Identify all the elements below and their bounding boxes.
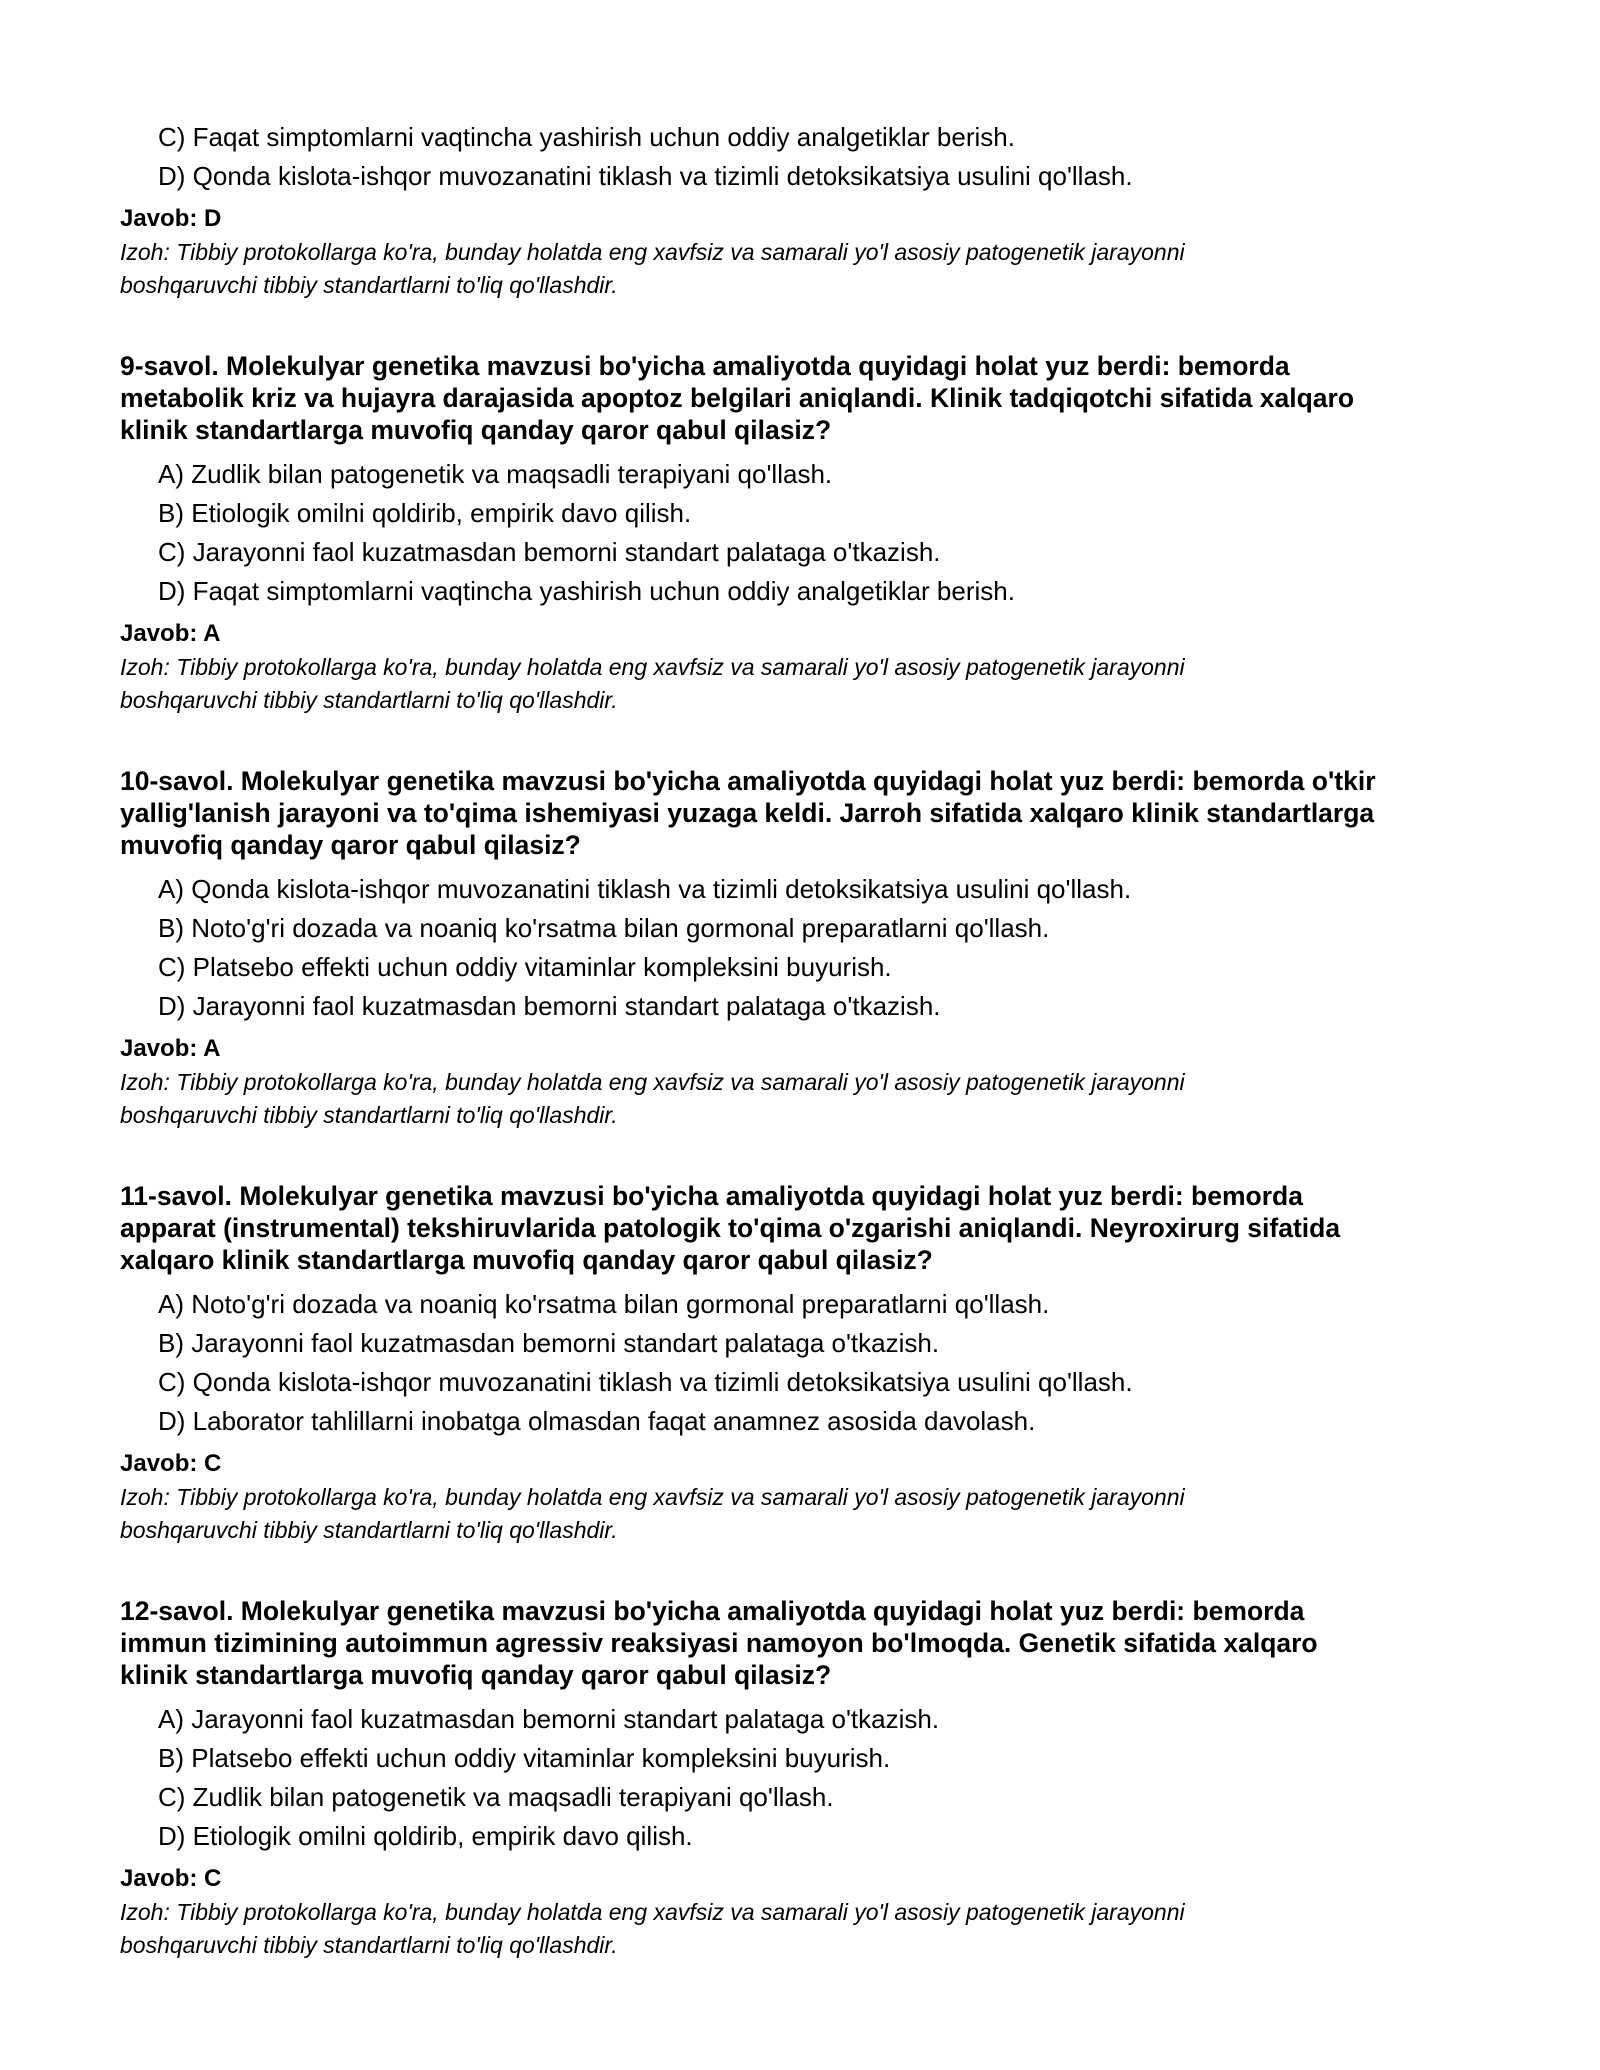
question-line: klinik standartlarga muvofiq qanday qaror qabul qilasiz? [120,1660,832,1690]
question-line: yallig'lanish jarayoni va to'qima ishemiyasi yuzaga keldi. Jarroh sifatida xalqaro klinik standartlarga [120,798,1375,828]
question-block-10 [120,765,1500,1132]
option-d: D) Qonda kislota-ishqor muvozanatini tiklash va tizimli detoksikatsiya usulini qo'llash. [158,161,1133,191]
option-c: C) Faqat simptomlarni vaqtincha yashirish uchun oddiy analgetiklar berish. [158,122,1015,152]
explanation-note [120,1066,1500,1132]
question-block-12 [120,1595,1500,1962]
question-line: immun tizimining autoimmun agressiv reaksiyasi namoyon bo'lmoqda. Genetik sifatida xalqaro [120,1628,1318,1658]
note-line: Izoh: Tibbiy protokollarga ko'ra, bunday holatda eng xavfsiz va samarali yo'l asosiy patogenetik jarayonni [120,1484,1185,1510]
option-c: C) Qonda kislota-ishqor muvozanatini tiklash va tizimli detoksikatsiya usulini qo'llash. [158,1367,1133,1397]
answer-label: Javob: A [120,1035,221,1062]
question-line: muvofiq qanday qaror qabul qilasiz? [120,830,581,860]
question-text [120,765,1500,861]
note-line: Izoh: Tibbiy protokollarga ko'ra, bunday holatda eng xavfsiz va samarali yo'l asosiy patogenetik jarayonni [120,1069,1185,1095]
question-text [120,1595,1500,1691]
question-line: apparat (instrumental) tekshiruvlarida patologik to'qima o'zgarishi aniqlandi. Neyroxirurg sifatida [120,1213,1341,1243]
question-line: 12-savol. Molekulyar genetika mavzusi bo'yicha amaliyotda quyidagi holat yuz berdi: bemorda [120,1596,1305,1626]
question-line: metabolik kriz va hujayra darajasida apoptoz belgilari aniqlandi. Klinik tadqiqotchi sifatida xalqaro [120,383,1355,413]
note-line: boshqaruvchi tibbiy standartlarni to'liq qo'llashdir. [120,1517,618,1543]
option-d: D) Laborator tahlillarni inobatga olmasdan faqat anamnez asosida davolash. [158,1406,1036,1436]
explanation-note [120,651,1500,717]
answer-label: Javob: D [120,205,222,232]
option-a: A) Qonda kislota-ishqor muvozanatini tiklash va tizimli detoksikatsiya usulini qo'llash. [158,874,1132,904]
question-text [120,1180,1500,1276]
note-line: boshqaruvchi tibbiy standartlarni to'liq qo'llashdir. [120,272,618,298]
note-line: Izoh: Tibbiy protokollarga ko'ra, bunday holatda eng xavfsiz va samarali yo'l asosiy patogenetik jarayonni [120,654,1185,680]
note-line: boshqaruvchi tibbiy standartlarni to'liq qo'llashdir. [120,1102,618,1128]
question-line: 11-savol. Molekulyar genetika mavzusi bo'yicha amaliyotda quyidagi holat yuz berdi: bemorda [120,1181,1303,1211]
note-line: Izoh: Tibbiy protokollarga ko'ra, bunday holatda eng xavfsiz va samarali yo'l asosiy patogenetik jarayonni [120,239,1185,265]
option-c: C) Jarayonni faol kuzatmasdan bemorni standart palataga o'tkazish. [158,537,941,567]
question-text [120,350,1500,446]
option-b: B) Jarayonni faol kuzatmasdan bemorni standart palataga o'tkazish. [158,1328,940,1358]
answer-label: Javob: C [120,1865,222,1892]
question-block-11 [120,1180,1500,1547]
option-d: D) Faqat simptomlarni vaqtincha yashirish uchun oddiy analgetiklar berish. [158,576,1015,606]
document-page [120,118,1500,2010]
option-c: C) Platsebo effekti uchun oddiy vitaminlar kompleksini buyurish. [158,952,892,982]
answer-label: Javob: C [120,1450,222,1477]
option-b: B) Etiologik omilni qoldirib, empirik davo qilish. [158,498,692,528]
option-a: A) Noto'g'ri dozada va noaniq ko'rsatma bilan gormonal preparatlarni qo'llash. [158,1289,1050,1319]
option-c: C) Zudlik bilan patogenetik va maqsadli terapiyani qo'llash. [158,1782,834,1812]
note-line: Izoh: Tibbiy protokollarga ko'ra, bunday holatda eng xavfsiz va samarali yo'l asosiy patogenetik jarayonni [120,1899,1185,1925]
option-a: A) Jarayonni faol kuzatmasdan bemorni standart palataga o'tkazish. [158,1704,940,1734]
note-line: boshqaruvchi tibbiy standartlarni to'liq qo'llashdir. [120,687,618,713]
note-line: boshqaruvchi tibbiy standartlarni to'liq qo'llashdir. [120,1932,618,1958]
option-b: B) Platsebo effekti uchun oddiy vitaminlar kompleksini buyurish. [158,1743,891,1773]
option-b: B) Noto'g'ri dozada va noaniq ko'rsatma bilan gormonal preparatlarni qo'llash. [158,913,1050,943]
carryover-question-block [120,118,1500,302]
question-line: xalqaro klinik standartlarga muvofiq qanday qaror qabul qilasiz? [120,1245,933,1275]
answer-label: Javob: A [120,620,221,647]
option-d: D) Etiologik omilni qoldirib, empirik davo qilish. [158,1821,693,1851]
option-a: A) Zudlik bilan patogenetik va maqsadli terapiyani qo'llash. [158,459,833,489]
explanation-note [120,1896,1500,1962]
question-line: 9-savol. Molekulyar genetika mavzusi bo'yicha amaliyotda quyidagi holat yuz berdi: bemorda [120,351,1290,381]
option-d: D) Jarayonni faol kuzatmasdan bemorni standart palataga o'tkazish. [158,991,941,1021]
question-block-9 [120,350,1500,717]
question-line: klinik standartlarga muvofiq qanday qaror qabul qilasiz? [120,415,832,445]
explanation-note [120,236,1500,302]
explanation-note [120,1481,1500,1547]
question-line: 10-savol. Molekulyar genetika mavzusi bo'yicha amaliyotda quyidagi holat yuz berdi: bemorda o'tkir [120,766,1376,796]
